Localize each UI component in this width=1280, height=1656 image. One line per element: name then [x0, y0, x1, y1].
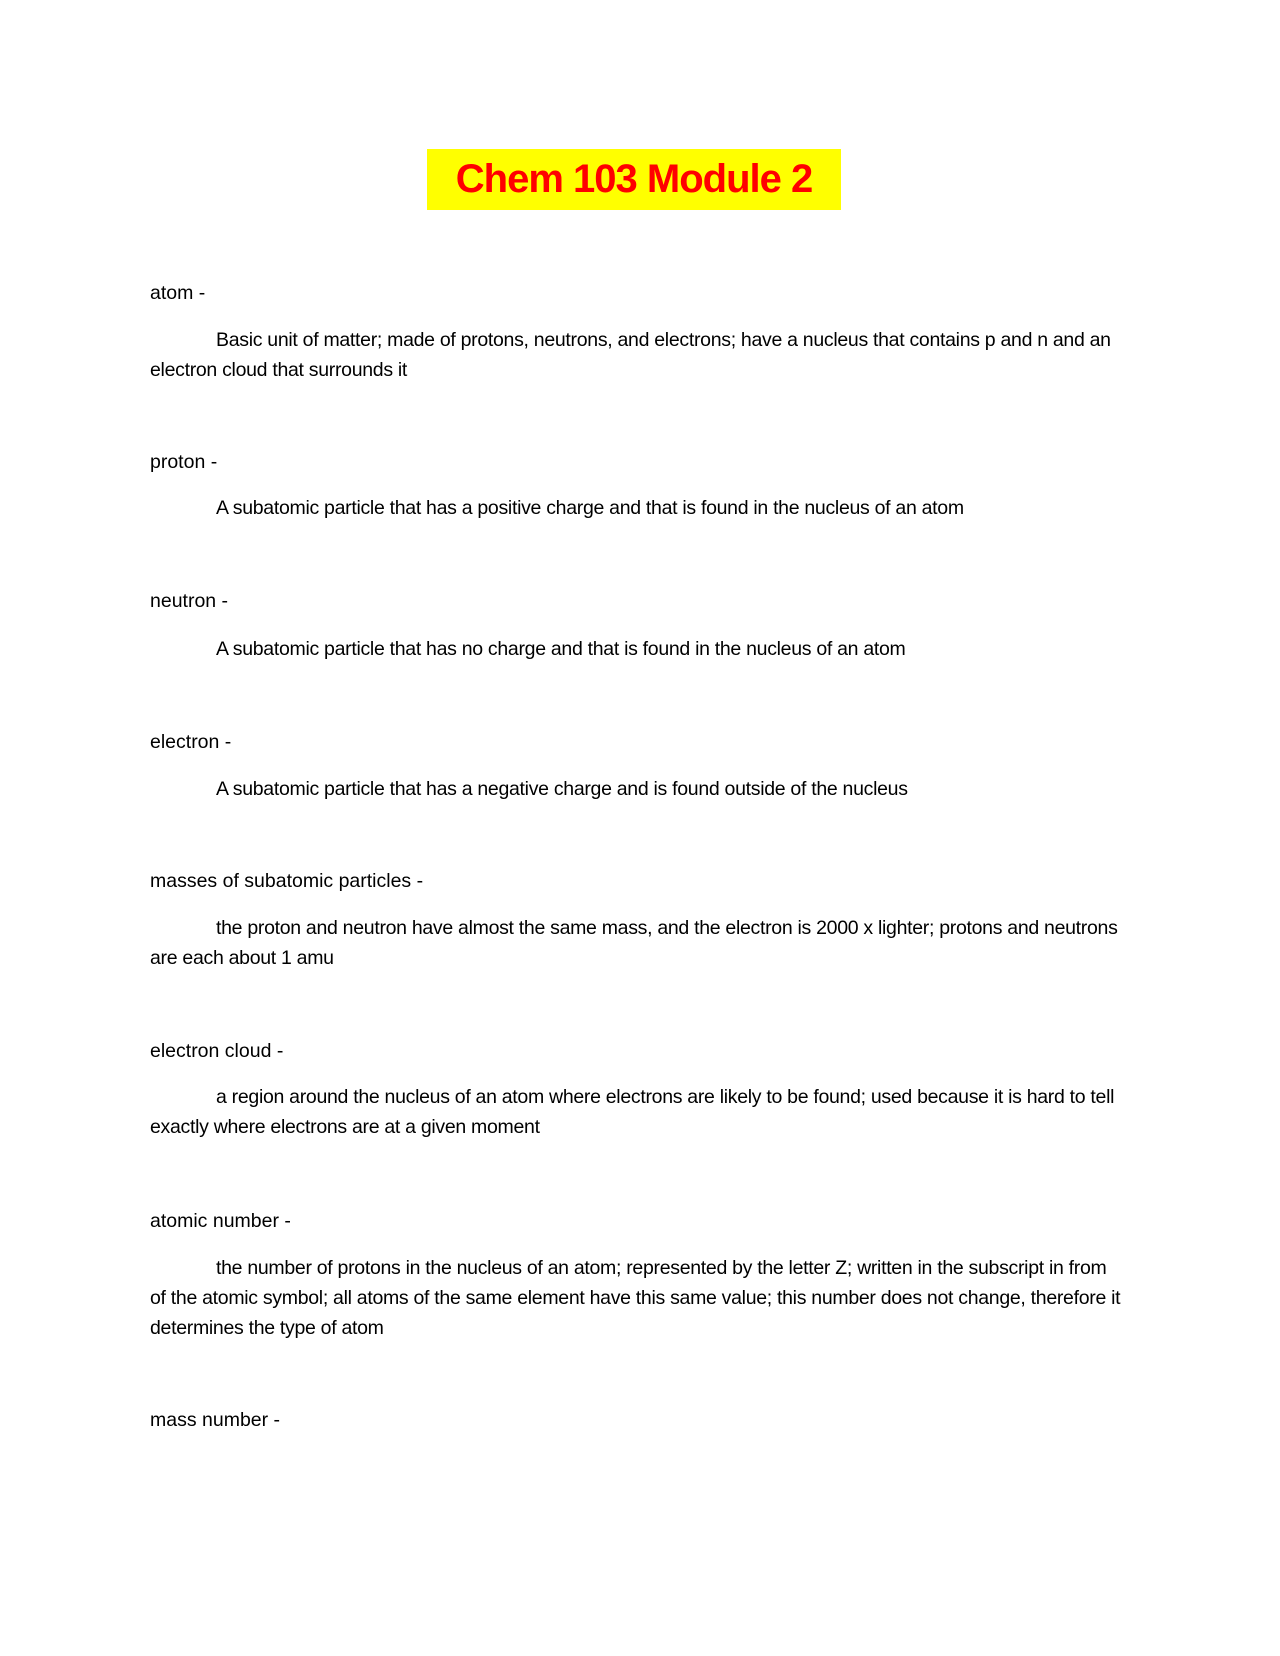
term-electron: electron -: [150, 731, 232, 753]
term-proton: proton -: [150, 451, 218, 473]
definition-neutron: A subatomic particle that has no charge and that is found in the nucleus of an atom: [216, 638, 906, 660]
definition-atomic-number: the number of protons in the nucleus of an atom; represented by the letter Z; written in the subscript in from of the atomic symbol; all atoms of the same element have this same value; this number does not change, therefore it determines the type of atom: [150, 1257, 1121, 1339]
term-atomic-number: atomic number -: [150, 1210, 291, 1232]
term-mass-number: mass number -: [150, 1409, 281, 1431]
term-masses: masses of subatomic particles -: [150, 870, 424, 892]
definition-electron: A subatomic particle that has a negative charge and is found outside of the nucleus: [216, 778, 908, 800]
document-title: Chem 103 Module 2: [427, 149, 841, 210]
term-electron-cloud: electron cloud -: [150, 1040, 284, 1062]
term-atom: atom -: [150, 282, 206, 304]
definition-masses: the proton and neutron have almost the same mass, and the electron is 2000 x lighter; protons and neutrons are each about 1 amu: [150, 917, 1118, 969]
definition-electron-cloud: a region around the nucleus of an atom where electrons are likely to be found; used because it is hard to tell exactly where electrons are at a given moment: [150, 1086, 1115, 1138]
term-neutron: neutron -: [150, 590, 229, 612]
definition-atom: Basic unit of matter; made of protons, neutrons, and electrons; have a nucleus that contains p and n and an electron cloud that surrounds it: [150, 329, 1111, 381]
definition-proton: A subatomic particle that has a positive charge and that is found in the nucleus of an atom: [216, 497, 964, 519]
